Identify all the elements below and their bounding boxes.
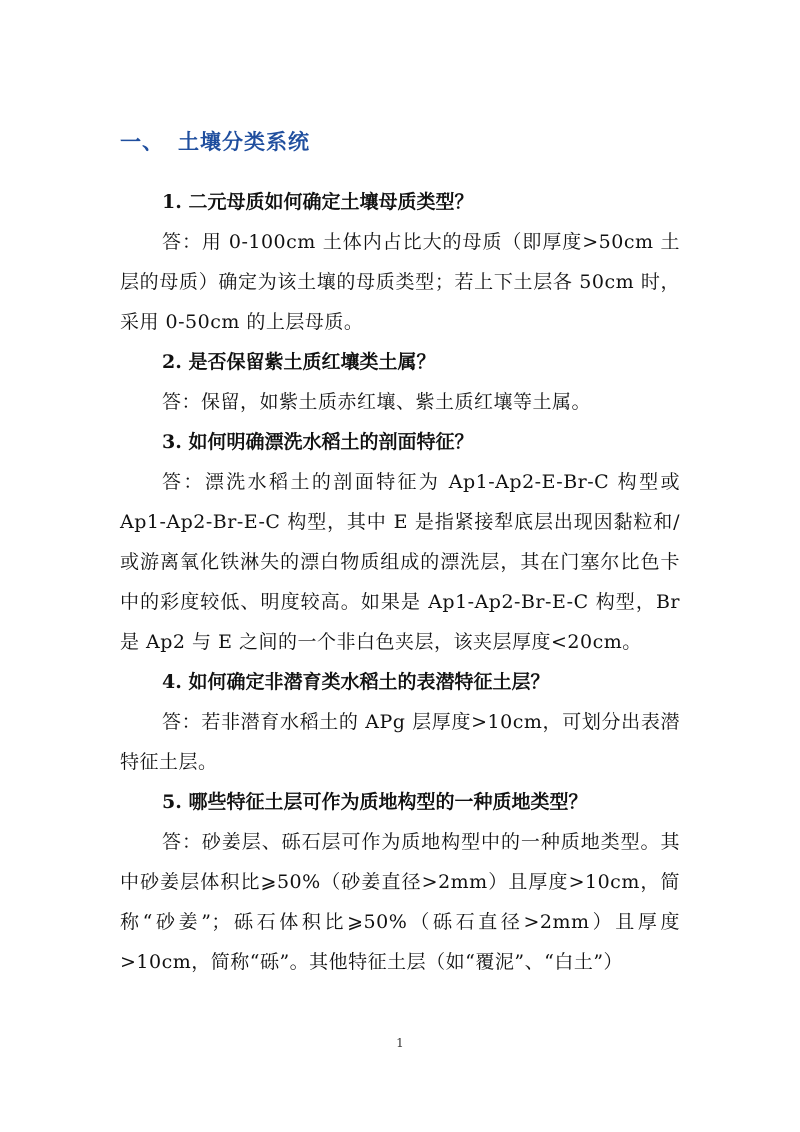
answer-3: 答：漂洗水稻土的剖面特征为 Ap1-Ap2-E-Br-C 构型或 Ap1-Ap2-Br-E-C 构型，其中 E 是指紧接犁底层出现因黏粒和/或游离氧化铁淋失的漂白物质组成的漂洗层，其在门塞尔比色卡中的彩度较低、明度较高。如果是 Ap1-Ap2-Br-E-C 构型，Br 是 Ap2 与 E 之间的一个非白色夹层，该夹层厚度<20cm。 bbox=[120, 471, 680, 653]
question-3: 3. 如何明确漂洗水稻土的剖面特征？ bbox=[162, 431, 474, 453]
answer-2: 答：保留，如紫土质赤红壤、紫土质红壤等土属。 bbox=[162, 391, 592, 413]
answer-5: 答：砂姜层、砾石层可作为质地构型中的一种质地类型。其中砂姜层体积比⩾50%（砂姜直径>2mm）且厚度>10cm，简称“砂姜”；砾石体积比⩾50%（砾石直径>2mm）且厚度>10cm，简称“砾”。其他特征土层（如“覆泥”、“白土”） bbox=[120, 831, 680, 973]
answer-4: 答：若非潜育水稻土的 APg 层厚度>10cm，可划分出表潜特征土层。 bbox=[120, 711, 680, 773]
section-heading bbox=[120, 126, 310, 156]
question-2: 2. 是否保留紫土质红壤类土属？ bbox=[162, 351, 436, 373]
qa-item-3 bbox=[120, 422, 680, 662]
qa-item-1 bbox=[120, 182, 680, 342]
section-number: 一、 bbox=[120, 130, 164, 154]
qa-item-4 bbox=[120, 662, 680, 782]
question-1: 1. 二元母质如何确定土壤母质类型？ bbox=[162, 191, 474, 213]
section-title-text: 土壤分类系统 bbox=[178, 130, 310, 154]
question-4: 4. 如何确定非潜育类水稻土的表潜特征土层？ bbox=[162, 671, 550, 693]
answer-1: 答：用 0-100cm 土体内占比大的母质（即厚度>50cm 土层的母质）确定为该土壤的母质类型；若上下土层各 50cm 时，采用 0-50cm 的上层母质。 bbox=[120, 231, 680, 333]
question-5: 5. 哪些特征土层可作为质地构型的一种质地类型？ bbox=[162, 791, 588, 813]
qa-item-5 bbox=[120, 782, 680, 982]
qa-content bbox=[120, 182, 680, 982]
qa-item-2 bbox=[120, 342, 680, 422]
page-number: 1 bbox=[396, 1036, 404, 1050]
